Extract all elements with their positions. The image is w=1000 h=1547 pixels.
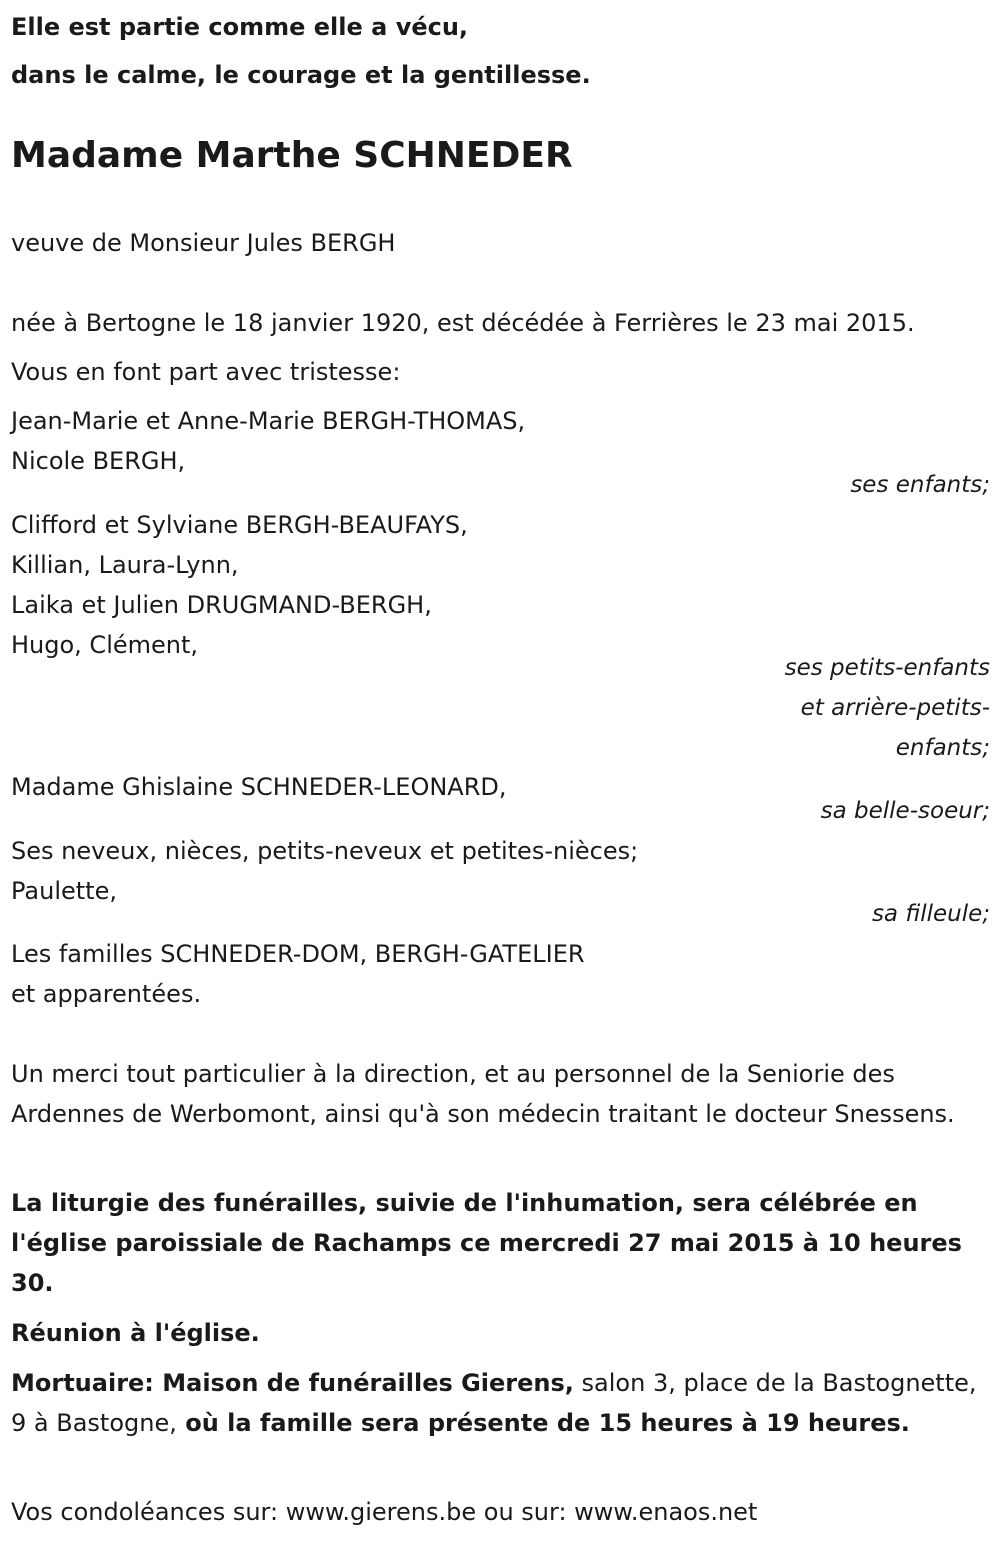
grandchild-name: Laika et Julien DRUGMAND-BERGH, — [11, 591, 432, 619]
grandchild-name: Clifford et Sylviane BERGH-BEAUFAYS, — [11, 511, 468, 539]
condolences-line: Vos condoléances sur: www.gierens.be ou sur: www.enaos.net — [11, 1498, 758, 1526]
epigraph-line-1: Elle est partie comme elle a vécu, — [11, 13, 469, 41]
child-name: Nicole BERGH, — [11, 447, 186, 475]
families-line-1: Les familles SCHNEDER-DOM, BERGH-GATELIER — [11, 940, 585, 968]
grandchild-name: Killian, Laura-Lynn, — [11, 551, 239, 579]
deceased-name: Madame Marthe SCHNEDER — [11, 135, 573, 176]
child-name: Jean-Marie et Anne-Marie BERGH-THOMAS, — [11, 407, 526, 435]
relation-grandchildren-line-3: enfants; — [895, 735, 990, 761]
mortuary-paragraph — [11, 1363, 986, 1443]
birth-death-line: née à Bertogne le 18 janvier 1920, est décédée à Ferrières le 23 mai 2015. — [11, 309, 915, 337]
relation-sister-in-law: sa belle-soeur; — [820, 798, 990, 824]
relation-goddaughter: sa filleule; — [871, 901, 990, 927]
relation-grandchildren-line-1: ses petits-enfants — [784, 655, 990, 681]
family-presence: où la famille sera présente de 15 heures à 19 heures. — [176, 1409, 910, 1437]
funeral-liturgy: La liturgie des funérailles, suivie de l'inhumation, sera célébrée en l'église paroissiale de Rachamps ce mercredi 27 mai 2015 à 10 heures 30. — [11, 1189, 962, 1297]
thanks-paragraph: Un merci tout particulier à la direction, et au personnel de la Seniorie des Ardennes de Werbomont, ainsi qu'à son médecin traitant le docteur Snessens. — [11, 1060, 955, 1128]
grandchild-name: Hugo, Clément, — [11, 631, 199, 659]
relation-children: ses enfants; — [850, 472, 990, 498]
mortuary-label: Mortuaire: Maison de funérailles Gierens, — [11, 1369, 574, 1397]
epigraph-line-2: dans le calme, le courage et la gentillesse. — [11, 61, 591, 89]
goddaughter-name: Paulette, — [11, 877, 117, 905]
families-line-2: et apparentées. — [11, 980, 202, 1008]
nephews-line: Ses neveux, nièces, petits-neveux et petites-nièces; — [11, 837, 639, 865]
sister-in-law-name: Madame Ghislaine SCHNEDER-LEONARD, — [11, 773, 507, 801]
mortuary-address: salon 3, place de la Bastognette, 9 à Bastogne, — [11, 1369, 977, 1437]
announcement-line: Vous en font part avec tristesse: — [11, 358, 401, 386]
relation-grandchildren-line-2: et arrière-petits- — [800, 695, 990, 721]
spouse-line: veuve de Monsieur Jules BERGH — [11, 229, 396, 257]
church-meeting: Réunion à l'église. — [11, 1319, 260, 1347]
